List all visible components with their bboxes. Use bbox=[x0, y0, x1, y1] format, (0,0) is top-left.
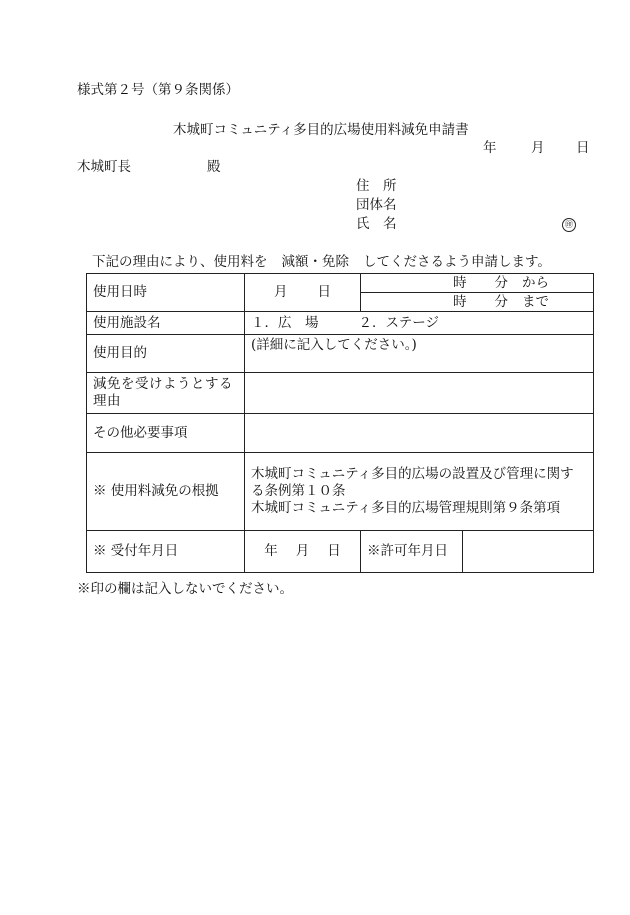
date-day-label: 日 bbox=[576, 140, 590, 156]
intro-text bbox=[92, 256, 551, 270]
seal-mark: ㊞ bbox=[562, 217, 576, 232]
time-from-hour: 時 bbox=[453, 274, 467, 291]
purpose-cell[interactable] bbox=[245, 335, 594, 373]
intro-after: してくださるよう申請します。 bbox=[363, 254, 551, 270]
received-date-cell bbox=[245, 531, 361, 573]
other-cell[interactable] bbox=[245, 414, 594, 453]
basis-cell bbox=[245, 453, 594, 531]
addressee-honorific: 殿 bbox=[207, 159, 221, 175]
row-purpose bbox=[87, 335, 594, 373]
facility-label: 使用施設名 bbox=[87, 312, 245, 335]
purpose-note: (詳細に記入してください。) bbox=[251, 337, 417, 353]
usage-time-cell[interactable] bbox=[361, 274, 594, 312]
time-from-suffix: から bbox=[522, 274, 549, 291]
time-until-line bbox=[361, 292, 593, 311]
received-month: 月 bbox=[295, 543, 310, 560]
facility-option-stage[interactable]: ２．ステージ bbox=[358, 314, 439, 331]
received-year: 年 bbox=[264, 543, 278, 560]
row-usage-datetime bbox=[87, 274, 594, 312]
basis-text-ordinance: 木城町コミュニティ多目的広場の設置及び管理に関する条例第１０条 bbox=[251, 465, 574, 499]
other-label: その他必要事項 bbox=[87, 414, 245, 453]
facility-option-plaza[interactable]: １．広 場 bbox=[251, 314, 319, 331]
applicant-name-label: 氏 名 bbox=[356, 216, 397, 232]
permit-date-label: ※許可年月日 bbox=[361, 531, 463, 573]
footnote: ※印の欄は記入しないでください。 bbox=[77, 581, 293, 597]
reason-cell[interactable] bbox=[245, 373, 594, 414]
time-until-hour: 時 bbox=[453, 293, 467, 310]
usage-month-label: 月 bbox=[274, 284, 288, 301]
basis-text-regulation: 木城町コミュニティ多目的広場管理規則第９条第項 bbox=[251, 500, 561, 517]
row-received bbox=[87, 531, 594, 573]
time-from-line bbox=[361, 274, 593, 292]
date-month-label: 月 bbox=[531, 140, 545, 156]
purpose-label: 使用目的 bbox=[87, 335, 245, 373]
received-day: 日 bbox=[327, 543, 341, 560]
reason-label: 減免を受けようとする理由 bbox=[87, 373, 245, 414]
date-year-label: 年 bbox=[483, 140, 497, 156]
intro-options: 減額・免除 bbox=[281, 254, 349, 270]
time-until-minute: 分 bbox=[494, 293, 508, 310]
row-basis bbox=[87, 453, 594, 531]
usage-day-label: 日 bbox=[317, 284, 331, 301]
intro-before: 下記の理由により、使用料を bbox=[92, 254, 268, 270]
form-title: 木城町コミュニティ多目的広場使用料減免申請書 bbox=[173, 122, 469, 138]
application-table bbox=[86, 273, 594, 573]
usage-date-cell[interactable] bbox=[245, 274, 361, 312]
received-label: ※ 受付年月日 bbox=[87, 531, 245, 573]
basis-label: ※ 使用料減免の根拠 bbox=[87, 453, 245, 531]
form-number: 様式第２号（第９条関係） bbox=[77, 82, 239, 98]
address-label: 住 所 bbox=[356, 178, 397, 194]
facility-options-cell[interactable] bbox=[245, 312, 594, 335]
time-from-minute: 分 bbox=[494, 274, 508, 291]
usage-datetime-label: 使用日時 bbox=[87, 274, 245, 312]
addressee-name: 木城町長 bbox=[77, 159, 131, 175]
row-reason bbox=[87, 373, 594, 414]
time-until-suffix: まで bbox=[522, 293, 549, 310]
group-name-label: 団体名 bbox=[356, 197, 397, 213]
row-other bbox=[87, 414, 594, 453]
permit-date-cell bbox=[463, 531, 594, 573]
row-facility bbox=[87, 312, 594, 335]
